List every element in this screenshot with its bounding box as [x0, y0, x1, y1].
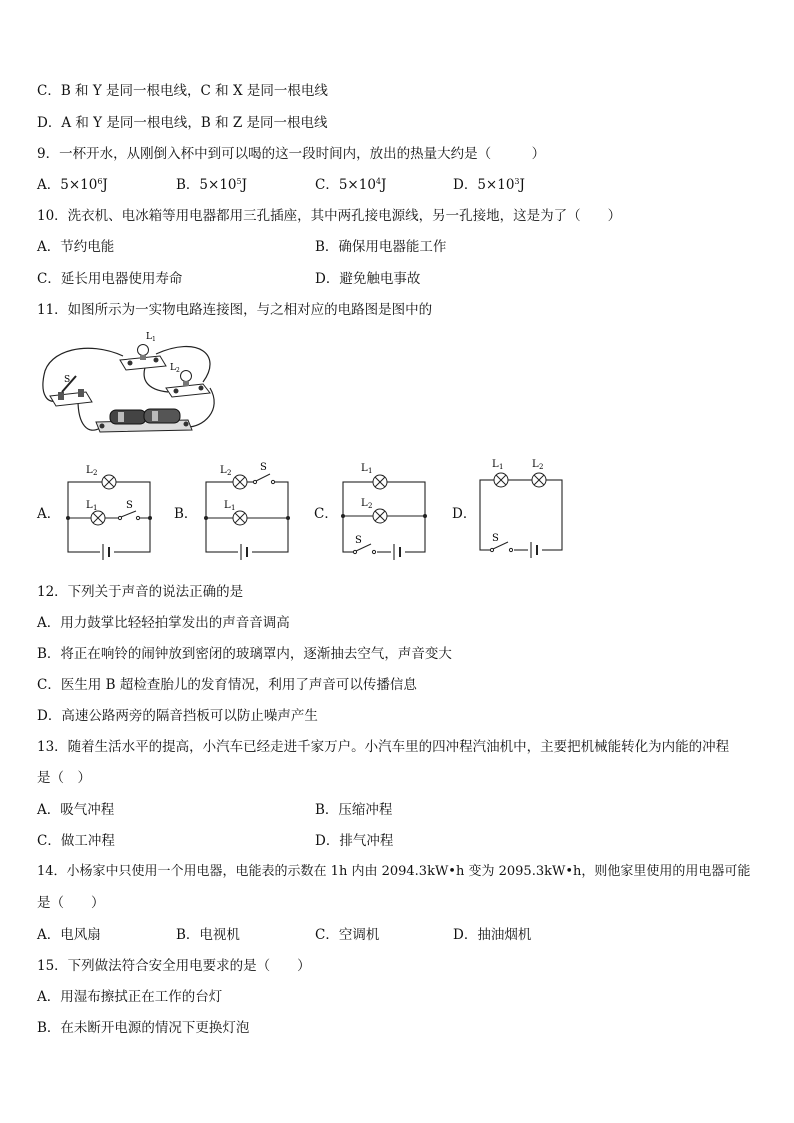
svg-text:2: 2 — [368, 502, 373, 510]
q11-physical-circuit-figure — [38, 330, 228, 445]
q10-option-c: C．延长用电器使用寿命 — [37, 271, 183, 287]
q15-stem: 15．下列做法符合安全用电要求的是（ ） — [37, 958, 311, 974]
q14-option-b: B．电视机 — [176, 927, 240, 943]
svg-text:L: L — [220, 465, 227, 476]
q13-option-a: A．吸气冲程 — [37, 802, 115, 818]
svg-text:2: 2 — [539, 463, 544, 471]
q14-stem-line2: 是（ ） — [37, 895, 105, 911]
label-l1: L — [86, 500, 93, 511]
svg-text:S: S — [355, 535, 362, 546]
q11-option-b-label: B． — [174, 506, 198, 522]
svg-text:1: 1 — [499, 463, 504, 471]
svg-text:1: 1 — [152, 336, 156, 343]
q11-diagram-b — [198, 460, 293, 560]
q13-stem-line1: 13．随着生活水平的提高，小汽车已经走进千家万户。小汽车里的四冲程汽油机中，主要把机械能转化为内能的冲程 — [37, 739, 730, 755]
label-s: S — [126, 500, 133, 511]
svg-text:S: S — [260, 462, 267, 473]
q12-option-d: D．高速公路两旁的隔音挡板可以防止噪声产生 — [37, 708, 318, 724]
q12-option-c: C．医生用 B 超检查胎儿的发育情况，利用了声音可以传播信息 — [37, 677, 417, 693]
q8-option-d: D．A 和 Y 是同一根电线，B 和 Z 是同一根电线 — [37, 115, 328, 131]
q10-option-a: A．节约电能 — [37, 239, 115, 255]
q15-option-a: A．用湿布擦拭正在工作的台灯 — [37, 989, 223, 1005]
q11-diagram-d — [472, 458, 567, 558]
q11-option-a-label: A． — [37, 506, 61, 522]
svg-text:L: L — [492, 459, 499, 470]
q13-option-b: B．压缩冲程 — [315, 802, 393, 818]
svg-text:2: 2 — [227, 469, 232, 477]
q9-option-c: C．$5\times 10^4J$ — [315, 177, 387, 193]
q14-stem-line1: 14．小杨家中只使用一个用电器，电能表的示数在 1h 内由 2094.3kW•h 变为 2095.3kW•h，则他家里使用的用电器可能 — [37, 864, 751, 879]
q9-stem: 9．一杯开水，从刚倒入杯中到可以喝的这一段时间内，放出的热量大约是（ ） — [37, 146, 546, 162]
q11-option-c-label: C． — [314, 506, 338, 522]
q14-option-d: D．抽油烟机 — [453, 927, 532, 943]
label-l2: L — [86, 465, 93, 476]
svg-text:S: S — [64, 375, 71, 385]
svg-text:L: L — [224, 500, 231, 511]
q8-option-c: C．B 和 Y 是同一根电线，C 和 X 是同一根电线 — [37, 83, 328, 99]
q11-option-d-label: D． — [452, 506, 477, 522]
svg-text:2: 2 — [176, 367, 180, 374]
svg-text:L: L — [361, 498, 368, 509]
svg-text:L: L — [146, 332, 152, 342]
svg-text:1: 1 — [93, 504, 98, 512]
q12-option-b: B．将正在响铃的闹钟放到密闭的玻璃罩内，逐渐抽去空气，声音变大 — [37, 646, 452, 662]
svg-text:2: 2 — [93, 469, 98, 477]
q15-option-b: B．在未断开电源的情况下更换灯泡 — [37, 1020, 250, 1036]
q13-option-c: C．做工冲程 — [37, 833, 115, 849]
q9-option-d: D．$5\times 10^3J$ — [453, 177, 525, 193]
q12-stem: 12．下列关于声音的说法正确的是 — [37, 584, 244, 600]
q13-option-d: D．排气冲程 — [315, 833, 394, 849]
q12-option-a: A．用力鼓掌比轻轻拍掌发出的声音音调高 — [37, 615, 290, 631]
svg-text:S: S — [492, 533, 499, 544]
q10-stem: 10．洗衣机、电冰箱等用电器都用三孔插座，其中两孔接电源线，另一孔接地，这是为了（ ） — [37, 208, 622, 224]
q9-option-b: B．$5\times 10^5J$ — [176, 177, 248, 193]
svg-text:1: 1 — [368, 467, 373, 475]
q14-option-a: A．电风扇 — [37, 927, 101, 943]
svg-text:L: L — [170, 363, 176, 373]
svg-text:1: 1 — [231, 504, 236, 512]
q14-option-c: C．空调机 — [315, 927, 380, 943]
q10-option-b: B．确保用电器能工作 — [315, 239, 447, 255]
svg-text:L: L — [532, 459, 539, 470]
svg-text:L: L — [361, 463, 368, 474]
q11-diagram-c — [335, 460, 430, 560]
q9-option-a: A．$5\times 10^6J$ — [37, 177, 108, 193]
q11-stem: 11．如图所示为一实物电路连接图，与之相对应的电路图是图中的 — [37, 302, 433, 318]
q11-diagram-a — [60, 460, 155, 560]
q10-option-d: D．避免触电事故 — [315, 271, 421, 287]
q13-stem-line2: 是（ ） — [37, 770, 91, 786]
